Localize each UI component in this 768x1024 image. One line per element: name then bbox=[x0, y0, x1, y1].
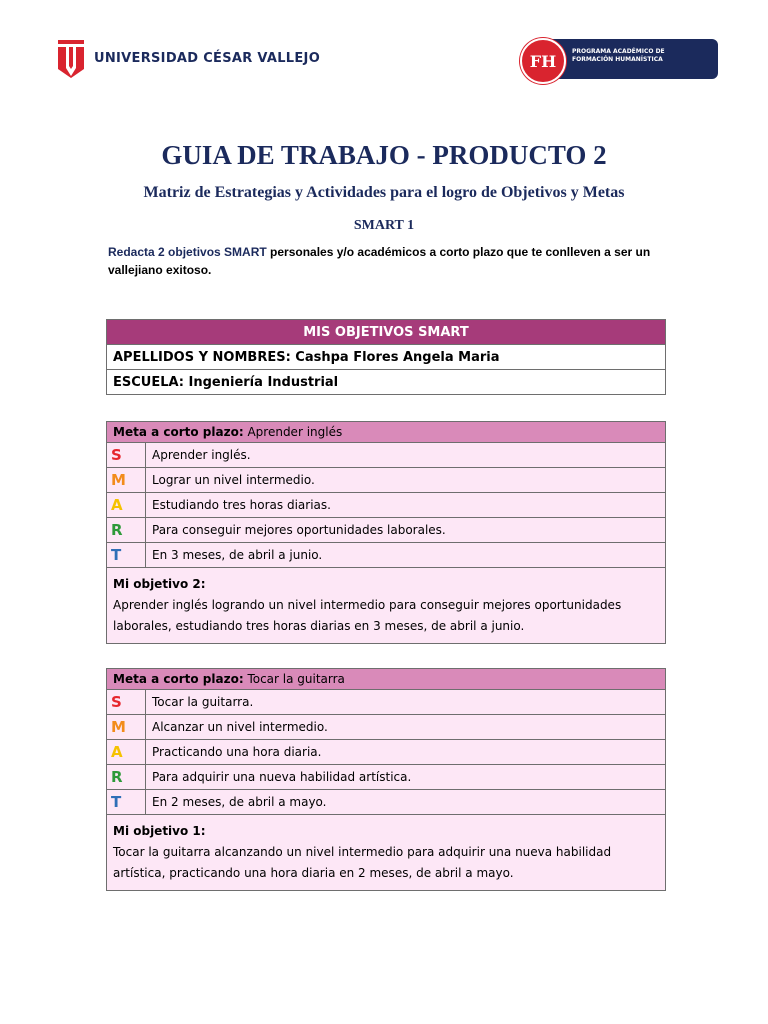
section-title: SMART 1 bbox=[353, 218, 415, 233]
smart-letter-m: M bbox=[107, 715, 146, 740]
smart-letter-s: S bbox=[107, 690, 146, 715]
objective-label: Mi objetivo 1: bbox=[113, 824, 206, 838]
smart-value-r: Para conseguir mejores oportunidades laborales. bbox=[146, 518, 666, 543]
goal-table bbox=[106, 668, 666, 891]
smart-value-t: En 3 meses, de abril a junio. bbox=[146, 543, 666, 568]
fh-program-line2: FORMACIÓN HUMANÍSTICA bbox=[572, 56, 663, 63]
goal-table bbox=[106, 421, 666, 644]
ucv-logo bbox=[56, 38, 320, 78]
instruction bbox=[108, 243, 664, 279]
meta-label: Meta a corto plazo: bbox=[113, 672, 244, 686]
university-name: UNIVERSIDAD CÉSAR VALLEJO bbox=[94, 50, 321, 66]
fh-program-line1: PROGRAMA ACADÉMICO DE bbox=[572, 48, 665, 55]
name-row: APELLIDOS Y NOMBRES: Cashpa Flores Angela Maria bbox=[107, 345, 666, 370]
smart-letter-r: R bbox=[107, 518, 146, 543]
instruction-highlight: Redacta 2 objetivos SMART bbox=[108, 245, 267, 259]
objective-cell bbox=[107, 815, 666, 891]
meta-row bbox=[107, 669, 666, 690]
document-title: GUIA DE TRABAJO - PRODUCTO 2 bbox=[161, 140, 607, 170]
school-row: ESCUELA: Ingeniería Industrial bbox=[107, 370, 666, 395]
instruction-text: personales y/o académicos a corto plazo que te conlleven a ser un vallejiano exitoso. bbox=[108, 245, 651, 277]
smart-letter-r: R bbox=[107, 765, 146, 790]
smart-value-s: Aprender inglés. bbox=[146, 443, 666, 468]
objective-cell bbox=[107, 568, 666, 644]
objective-text: Tocar la guitarra alcanzando un nivel intermedio para adquirir una nueva habilidad artística, practicando una hora diaria en 2 meses, de abril a mayo. bbox=[113, 845, 612, 880]
smart-value-m: Lograr un nivel intermedio. bbox=[146, 468, 666, 493]
meta-label: Meta a corto plazo: bbox=[113, 425, 244, 439]
fh-initials: FH bbox=[529, 51, 557, 71]
smart-letter-t: T bbox=[107, 543, 146, 568]
smart-letter-m: M bbox=[107, 468, 146, 493]
objective-label: Mi objetivo 2: bbox=[113, 577, 206, 591]
smart-value-a: Practicando una hora diaria. bbox=[146, 740, 666, 765]
smart-letter-a: A bbox=[107, 493, 146, 518]
fh-program-name bbox=[572, 48, 665, 64]
meta-row bbox=[107, 422, 666, 443]
meta-value: Tocar la guitarra bbox=[243, 672, 345, 686]
smart-letter-s: S bbox=[107, 443, 146, 468]
fh-logo bbox=[520, 38, 718, 80]
smart-letter-a: A bbox=[107, 740, 146, 765]
ucv-shield-icon bbox=[56, 38, 86, 78]
smart-letter-t: T bbox=[107, 790, 146, 815]
fh-emblem bbox=[520, 38, 566, 84]
smart-value-t: En 2 meses, de abril a mayo. bbox=[146, 790, 666, 815]
document-subtitle: Matriz de Estrategias y Actividades para el logro de Objetivos y Metas bbox=[143, 184, 625, 201]
meta-value: Aprender inglés bbox=[243, 425, 343, 439]
smart-value-a: Estudiando tres horas diarias. bbox=[146, 493, 666, 518]
smart-value-m: Alcanzar un nivel intermedio. bbox=[146, 715, 666, 740]
objective-text: Aprender inglés logrando un nivel intermedio para conseguir mejores oportunidades laborales, estudiando tres horas diarias en 3 meses, de abril a junio. bbox=[113, 598, 622, 633]
smart-value-s: Tocar la guitarra. bbox=[146, 690, 666, 715]
info-table bbox=[106, 319, 666, 395]
smart-value-r: Para adquirir una nueva habilidad artística. bbox=[146, 765, 666, 790]
info-table-header: MIS OBJETIVOS SMART bbox=[107, 320, 666, 345]
